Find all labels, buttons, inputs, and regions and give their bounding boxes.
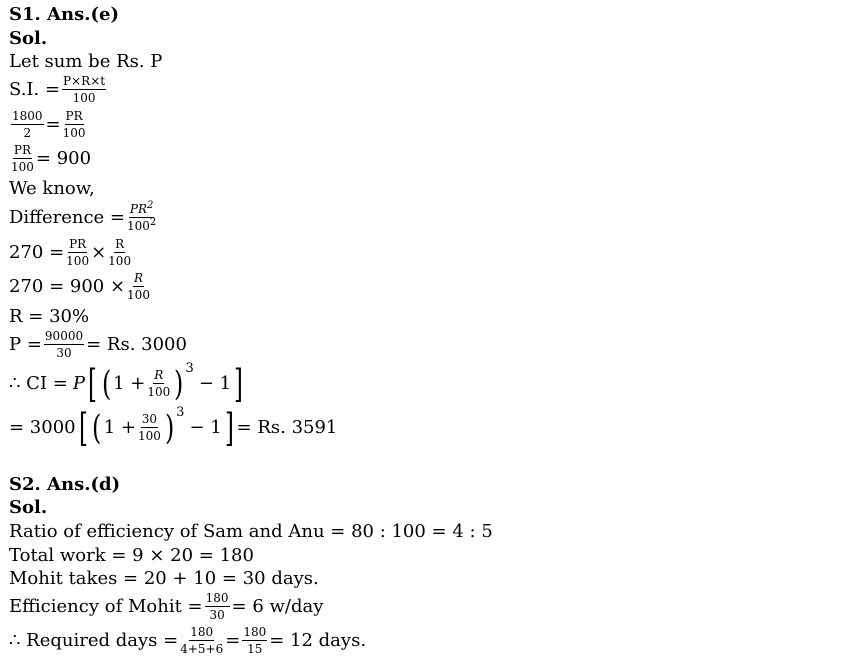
p-num: 90000 xyxy=(44,329,84,343)
f-one-plus: 1 + xyxy=(103,417,136,438)
eff-fraction xyxy=(205,592,230,622)
diff-den-sup: 2 xyxy=(149,217,157,228)
eq5-num2: R xyxy=(115,237,125,251)
ci-one-plus: 1 + xyxy=(113,373,146,394)
f-power: 3 xyxy=(176,405,185,420)
eq5-fraction-2 xyxy=(108,238,131,268)
s1-heading: S1. Ans.(e) xyxy=(9,4,119,25)
s2-heading: S2. Ans.(d) xyxy=(9,474,121,495)
s1-sol-label: Sol. xyxy=(9,28,48,49)
s2-line-required-days xyxy=(9,626,366,656)
ci-fraction xyxy=(147,369,170,399)
diff-fraction xyxy=(127,200,157,233)
s1-eq5 xyxy=(9,238,133,268)
diff-num-sup: 2 xyxy=(147,200,154,211)
eq6-den: 100 xyxy=(127,288,150,302)
eq2-right-den: 100 xyxy=(62,126,86,140)
s1-line-let-sum: Let sum be Rs. P xyxy=(9,51,163,72)
si-fraction xyxy=(62,75,106,105)
f-rest: = Rs. 3591 xyxy=(236,417,338,438)
eff-prefix: Efficiency of Mohit = xyxy=(9,596,203,617)
f-left-bracket: [ xyxy=(78,406,88,450)
eq2-right-num: PR xyxy=(65,109,83,123)
diff-den xyxy=(127,218,156,233)
req-num1: 180 xyxy=(190,625,214,639)
ci-prefix: ∴ CI = xyxy=(9,373,68,394)
eq5-den2: 100 xyxy=(108,254,132,268)
eq3-rest: = 900 xyxy=(35,148,92,169)
s1-si-formula xyxy=(9,75,108,105)
eff-den: 30 xyxy=(209,608,225,622)
ci-left-bracket: [ xyxy=(87,362,97,406)
si-numerator: P×R×t xyxy=(63,74,106,88)
f-den: 100 xyxy=(137,429,161,443)
s1-difference xyxy=(9,200,158,233)
eq5-prefix: 270 = xyxy=(9,242,65,263)
s2-line-ratio: Ratio of efficiency of Sam and Anu = 80 : 100 = 4 : 5 xyxy=(9,521,493,542)
f-num: 30 xyxy=(141,412,158,426)
eq2-right-fraction xyxy=(63,110,86,140)
eq3-fraction xyxy=(11,144,34,174)
f-right-paren: ) xyxy=(164,408,175,448)
s1-eq6 xyxy=(9,272,152,302)
p-den: 30 xyxy=(56,346,72,360)
eq2-left-den: 2 xyxy=(23,126,32,140)
eq2-left-num: 1800 xyxy=(12,109,43,123)
ci-den: 100 xyxy=(147,385,171,399)
s1-we-know: We know, xyxy=(9,178,95,199)
eq2-equals: = xyxy=(45,114,61,135)
s2-line-mohit-takes: Mohit takes = 20 + 10 = 30 days. xyxy=(9,568,319,589)
f-prefix: = 3000 xyxy=(9,417,76,438)
eq5-fraction-1 xyxy=(66,238,89,268)
ci-num: R xyxy=(154,368,164,382)
ci-minus-one: − 1 xyxy=(198,373,232,394)
eq2-left-fraction xyxy=(11,110,44,140)
s1-eq3 xyxy=(9,144,91,174)
si-denominator: 100 xyxy=(72,91,96,105)
p-fraction xyxy=(44,330,84,360)
s1-p-line xyxy=(9,330,187,360)
s2-line-efficiency xyxy=(9,592,323,622)
eq5-num1: PR xyxy=(69,237,87,251)
diff-num xyxy=(129,200,154,218)
si-prefix: S.I. = xyxy=(9,79,61,100)
ci-power: 3 xyxy=(185,361,194,376)
f-fraction xyxy=(138,413,161,443)
s2-line-total-work: Total work = 9 × 20 = 180 xyxy=(9,545,254,566)
req-den2: 15 xyxy=(247,642,263,656)
s1-eq2 xyxy=(9,110,88,140)
s2-sol-label: Sol. xyxy=(9,497,48,518)
ci-right-paren: ) xyxy=(174,364,184,404)
eff-rest: = 6 w/day xyxy=(231,596,324,617)
s1-ci-line xyxy=(9,362,246,406)
req-rest: = 12 days. xyxy=(269,630,367,651)
f-left-paren: ( xyxy=(92,408,102,448)
req-fraction-1 xyxy=(180,626,223,656)
eq6-prefix: 270 = 900 × xyxy=(9,276,126,297)
req-num2: 180 xyxy=(243,625,267,639)
req-den1: 4+5+6 xyxy=(180,642,224,656)
eq6-num: R xyxy=(133,271,144,285)
ci-left-paren: ( xyxy=(101,364,112,404)
eq5-times: × xyxy=(91,242,107,263)
f-minus-one: − 1 xyxy=(189,417,222,438)
eq5-den1: 100 xyxy=(66,254,90,268)
diff-den-text: 100 xyxy=(127,219,150,233)
ci-right-bracket: ] xyxy=(234,362,243,406)
diff-num-text: PR xyxy=(129,202,148,216)
req-prefix: ∴ Required days = xyxy=(9,630,179,651)
req-fraction-2 xyxy=(242,626,267,656)
eq3-num: PR xyxy=(13,143,31,157)
diff-prefix: Difference = xyxy=(9,207,126,228)
p-prefix: P = xyxy=(9,334,42,355)
f-right-bracket: ] xyxy=(224,406,234,450)
eq3-den: 100 xyxy=(11,160,34,174)
s1-r-line: R = 30% xyxy=(9,306,90,327)
eq6-fraction xyxy=(127,272,150,302)
p-rest: = Rs. 3000 xyxy=(86,334,187,355)
req-equals: = xyxy=(225,630,241,651)
s1-final-line xyxy=(9,406,337,450)
eff-num: 180 xyxy=(205,591,229,605)
ci-p: P xyxy=(72,373,85,394)
